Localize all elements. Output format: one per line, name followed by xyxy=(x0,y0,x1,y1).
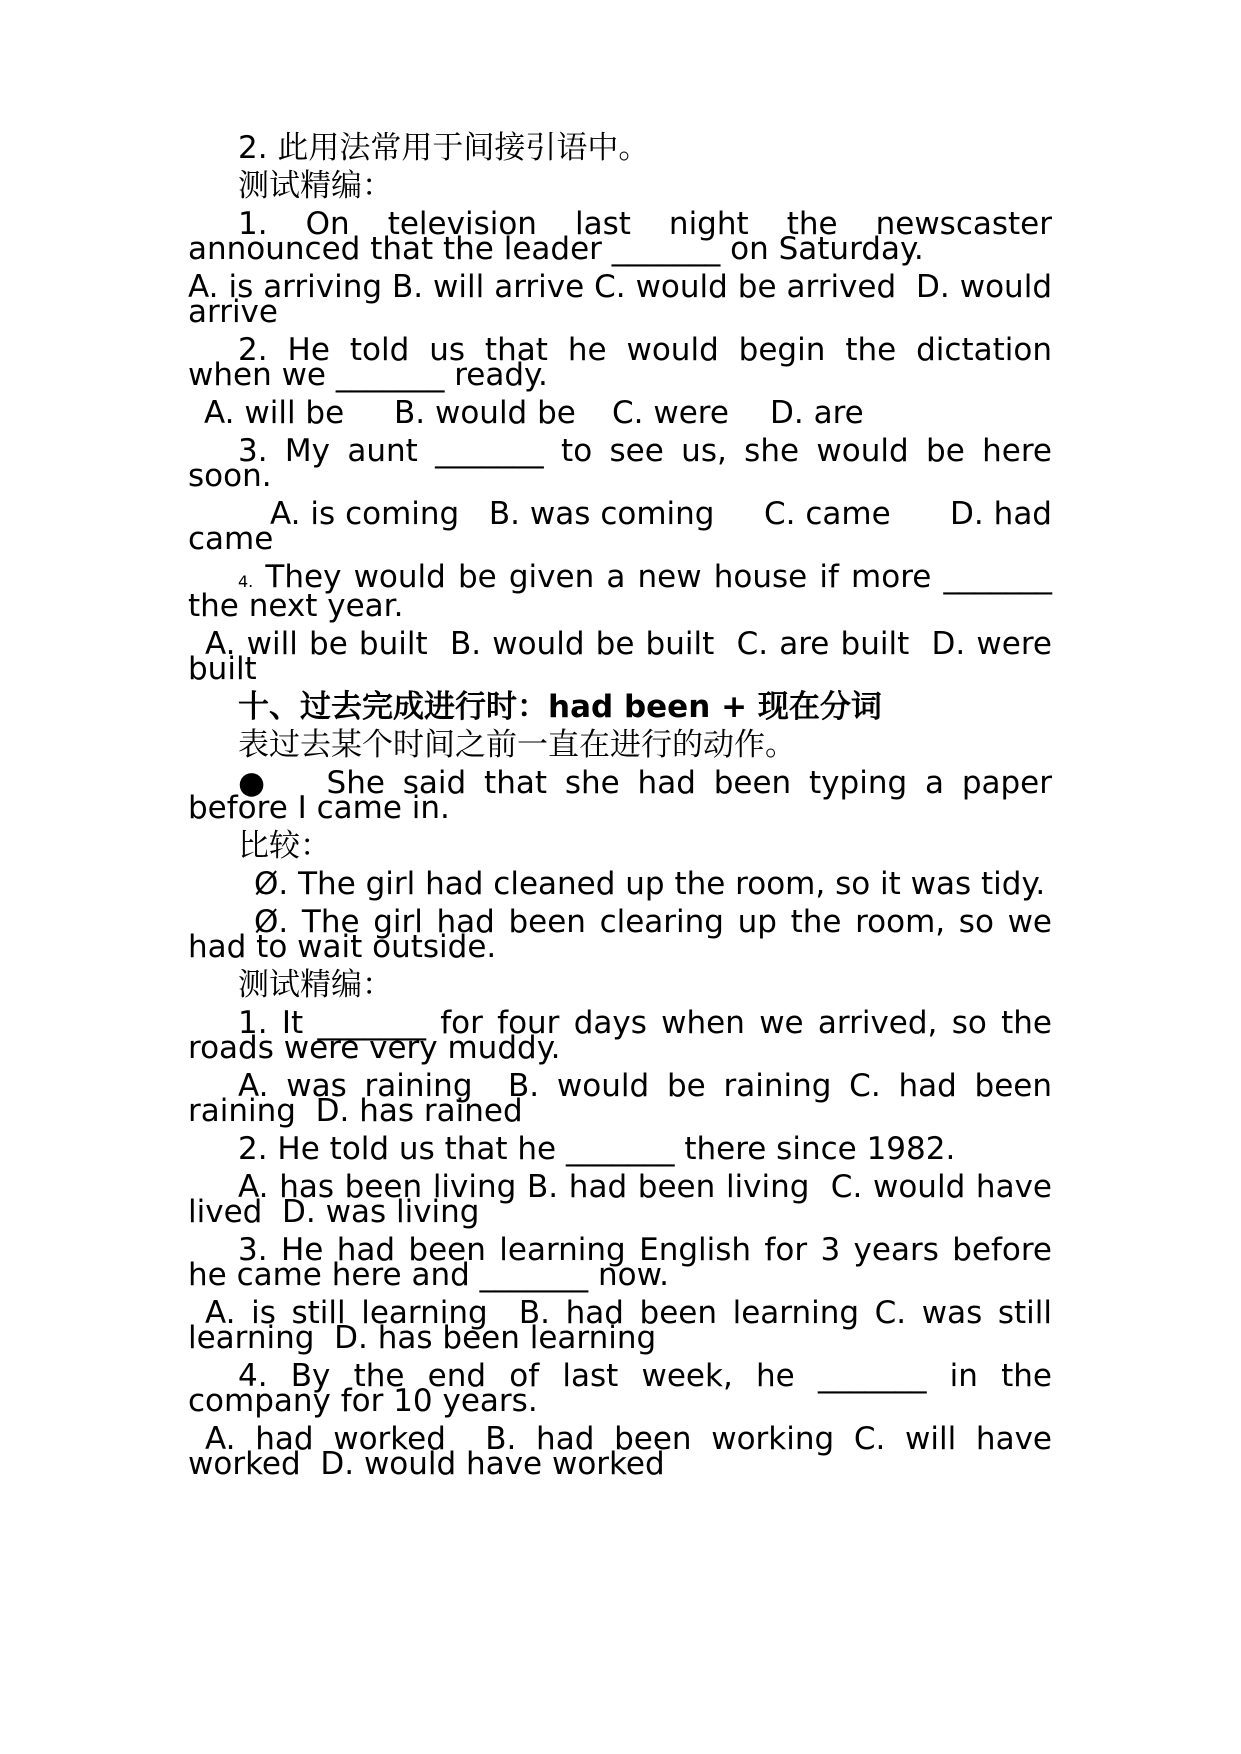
test-3: 3. He had been learning English for 3 years before he came here and _______ now. xyxy=(188,1232,1062,1293)
compare-sentence-1: Ø. The girl had cleaned up the room, so it was tidy. xyxy=(254,866,1046,902)
section-label: 测试精编： xyxy=(238,168,393,204)
section-heading: 十、过去完成进行时：had been + 现在分词 xyxy=(238,689,882,725)
section-label-2: 测试精编： xyxy=(238,967,393,1003)
question-2-options xyxy=(204,395,1052,431)
question-4-options: A. will be built B. would be built C. are built D. were built xyxy=(188,626,1062,687)
test-3-options: A. is still learning B. had been learning C. was still learning D. has been learning xyxy=(188,1295,1062,1356)
compare-label: 比较： xyxy=(238,828,331,864)
option-b: B. would be xyxy=(394,395,576,431)
question-1-options: A. is arriving B. will arrive C. would be arrived D. would arrive xyxy=(188,269,1062,330)
example-sentence: ● She said that she had been typing a paper before I came in. xyxy=(188,765,1062,826)
test-2: 2. He told us that he _______ there since 1982. xyxy=(238,1131,956,1167)
option-c: C. were xyxy=(612,395,729,431)
test-2-options: A. has been living B. had been living C. would have lived D. was living xyxy=(188,1169,1062,1230)
compare-sentence-2: Ø. The girl had been clearing up the room, so we had to wait outside. xyxy=(188,904,1062,965)
option-d: D. are xyxy=(770,395,864,431)
question-3-options: A. is coming B. was coming C. came D. had came xyxy=(188,496,1062,557)
definition: 表过去某个时间之前一直在进行的动作。 xyxy=(238,727,796,763)
question-4-number: 4. xyxy=(238,572,254,591)
question-4-text: They would be given a new house if more _______ the next year. xyxy=(188,559,1062,624)
document-page xyxy=(188,130,1062,1490)
question-2: 2. He told us that he would begin the dictation when we _______ ready. xyxy=(188,332,1062,393)
test-1-options: A. was raining B. would be raining C. had been raining D. has rained xyxy=(188,1068,1062,1129)
question-3: 3. My aunt _______ to see us, she would be here soon. xyxy=(188,433,1062,494)
question-4 xyxy=(188,559,1062,624)
question-1: 1. On television last night the newscaster announced that the leader _______ on Saturday. xyxy=(188,206,1062,267)
option-a: A. will be xyxy=(204,395,345,431)
test-1: 1. It _______ for four days when we arrived, so the roads were very muddy. xyxy=(188,1005,1062,1066)
usage-note: 2. 此用法常用于间接引语中。 xyxy=(238,130,650,166)
test-4-options: A. had worked B. had been working C. will have worked D. would have worked xyxy=(188,1421,1062,1482)
test-4: 4. By the end of last week, he _______ in the company for 10 years. xyxy=(188,1358,1062,1419)
